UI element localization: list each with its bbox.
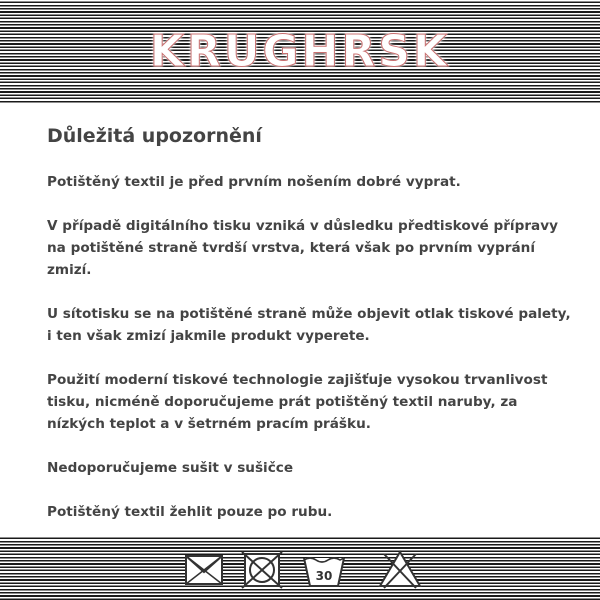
brand-logo: KRUGHRSK [149,26,451,77]
notice-paragraph-3: U sítotisku se na potištěné straně může objevit otlak tiskové palety, i ten však zmizí jakmile produkt vyperete. [47,306,571,344]
notice-paragraph-6: Potištěný textil žehlit pouze po rubu. [47,504,333,520]
no-tumble-dry-icon [238,548,286,592]
notice-content [47,123,577,545]
care-icons [180,548,430,592]
wash-temperature-label: 30 [315,569,333,583]
notice-paragraph-5: Nedoporučujeme sušit v sušičce [47,460,294,476]
notice-paragraph-1: Potištěný textil je před prvním nošením dobré vyprat. [47,174,461,190]
no-wring-icon [180,548,228,592]
notice-panel [0,103,600,536]
notice-paragraph-4: Použití moderní tiskové technologie zajišťuje vysokou trvanlivost tisku, nicméně doporučujeme prát potištěný textil naruby, za nízkých teplot a v šetrném pracím prášku. [47,372,548,432]
notice-paragraph-2: V případě digitálního tisku vzniká v důsledku předtiskové přípravy na potištěné straně tvrdší vrstva, která však po prvním vyprání zmizí. [47,218,558,278]
no-bleach-icon [376,548,424,592]
wash-30-icon [300,548,348,592]
notice-heading: Důležitá upozornění [47,125,262,147]
